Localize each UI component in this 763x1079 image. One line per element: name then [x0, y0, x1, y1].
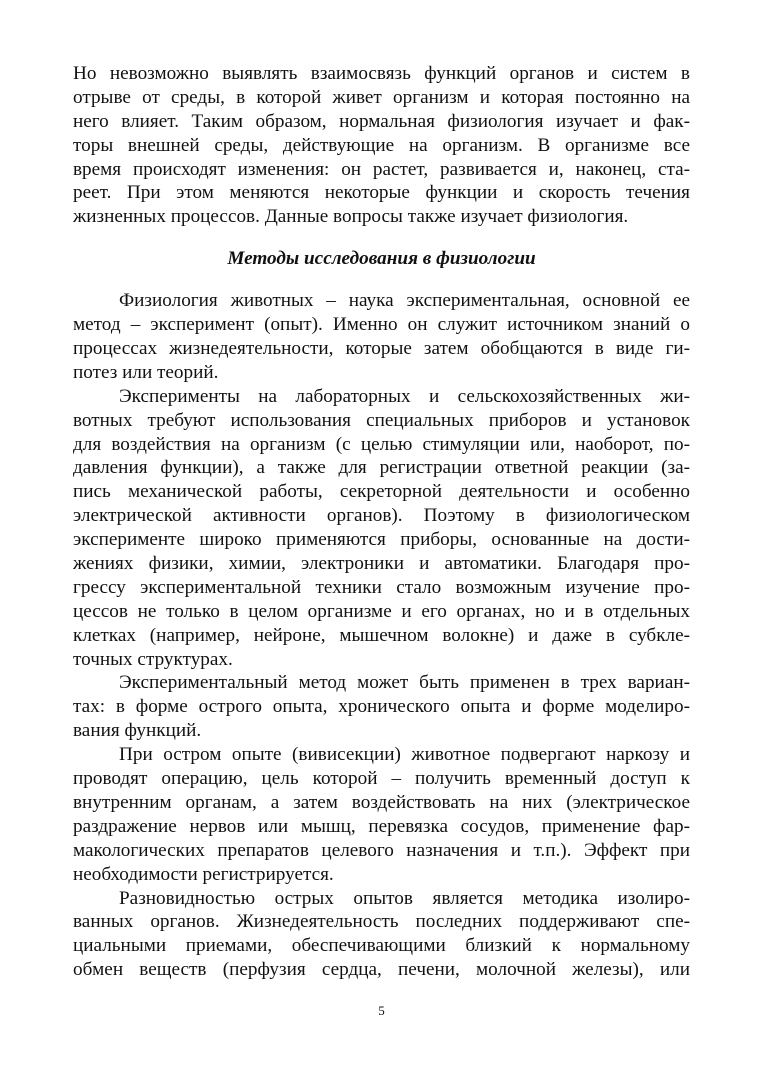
text-line: давления функции), а также для регистрации ответной реакции (за- — [73, 457, 690, 479]
text-line: Но невозможно выявлять взаимосвязь функций органов и систем в — [73, 63, 690, 84]
text-line: Эксперименты на лабораторных и сельскохозяйственных жи- — [119, 385, 690, 407]
paragraph-intro — [73, 62, 690, 229]
text-line: внутренним органам, а затем воздействовать на них (электрическое — [73, 791, 690, 813]
text-line: макологических препаратов целевого назначения и т.п.). Эффект при — [73, 839, 690, 861]
text-line: циальными приемами, обеспечивающими близкий к нормальному — [73, 935, 690, 957]
text-line: точных структурах. — [73, 648, 233, 670]
text-line: тах: в форме острого опыта, хронического опыта и форме моделиро- — [73, 696, 690, 718]
text-line: метод – эксперимент (опыт). Именно он служит источником знаний о — [73, 314, 690, 336]
text-line: цессов не только в целом организме и его органах, но и в отдельных — [73, 600, 690, 622]
text-line: При остром опыте (вивисекции) животное подвергают наркозу и — [119, 744, 690, 766]
text-line: потез или теорий. — [73, 361, 219, 383]
text-line: процессах жизнедеятельности, которые затем обобщаются в виде ги- — [73, 338, 690, 360]
text-line: необходимости регистрируется. — [73, 863, 334, 885]
text-line: реет. При этом меняются некоторые функции и скорость течения — [73, 182, 690, 204]
text-line: время происходят изменения: он растет, развивается и, наконец, ста- — [73, 158, 690, 180]
document-page — [73, 62, 690, 982]
text-line: пись механической работы, секреторной деятельности и особенно — [73, 481, 690, 503]
text-line: жениях физики, химии, электроники и автоматики. Благодаря про- — [73, 553, 690, 575]
text-line: отрыве от среды, в которой живет организм и которая постоянно на — [73, 86, 690, 108]
text-line: клетках (например, нейроне, мышечном волокне) и даже в субкле- — [73, 624, 690, 646]
text-line: обмен веществ (перфузия сердца, печени, молочной железы), или — [73, 959, 690, 981]
text-line: жизненных процессов. Данные вопросы также изучает физиология. — [73, 206, 629, 228]
text-line: Разновидностью острых опытов является методика изолиро- — [119, 887, 690, 909]
paragraph-methods-3 — [73, 671, 690, 743]
page-number: 5 — [378, 1003, 385, 1018]
text-line: вотных требуют использования специальных приборов и установок — [73, 409, 690, 431]
section-heading: Методы исследования в физиологии — [227, 248, 536, 270]
paragraph-methods-4 — [73, 743, 690, 886]
text-line: Экспериментальный метод может быть применен в трех вариан- — [119, 672, 690, 694]
text-line: вания функций. — [73, 720, 202, 742]
text-line: электрической активности органов). Поэтому в физиологическом — [73, 505, 690, 527]
text-line: раздражение нервов или мышц, перевязка сосудов, применение фар- — [73, 815, 690, 837]
paragraph-methods-2 — [73, 385, 690, 672]
text-line: него влияет. Таким образом, нормальная физиология изучает и фак- — [73, 110, 690, 132]
text-line: ванных органов. Жизнедеятельность последних поддерживают спе- — [73, 911, 690, 933]
text-line: проводят операцию, цель которой – получить временный доступ к — [73, 768, 690, 790]
text-line: грессу экспериментальной техники стало возможным изучение про- — [73, 576, 690, 598]
paragraph-methods-5 — [73, 887, 690, 983]
text-line: для воздействия на организм (с целью стимуляции или, наоборот, по- — [73, 433, 690, 455]
text-line: эксперименте широко применяются приборы, основанные на дости- — [73, 529, 690, 551]
paragraph-methods-1 — [73, 289, 690, 385]
text-line: торы внешней среды, действующие на организм. В организме все — [73, 134, 690, 156]
text-line: Физиология животных – наука экспериментальная, основной ее — [119, 290, 690, 312]
